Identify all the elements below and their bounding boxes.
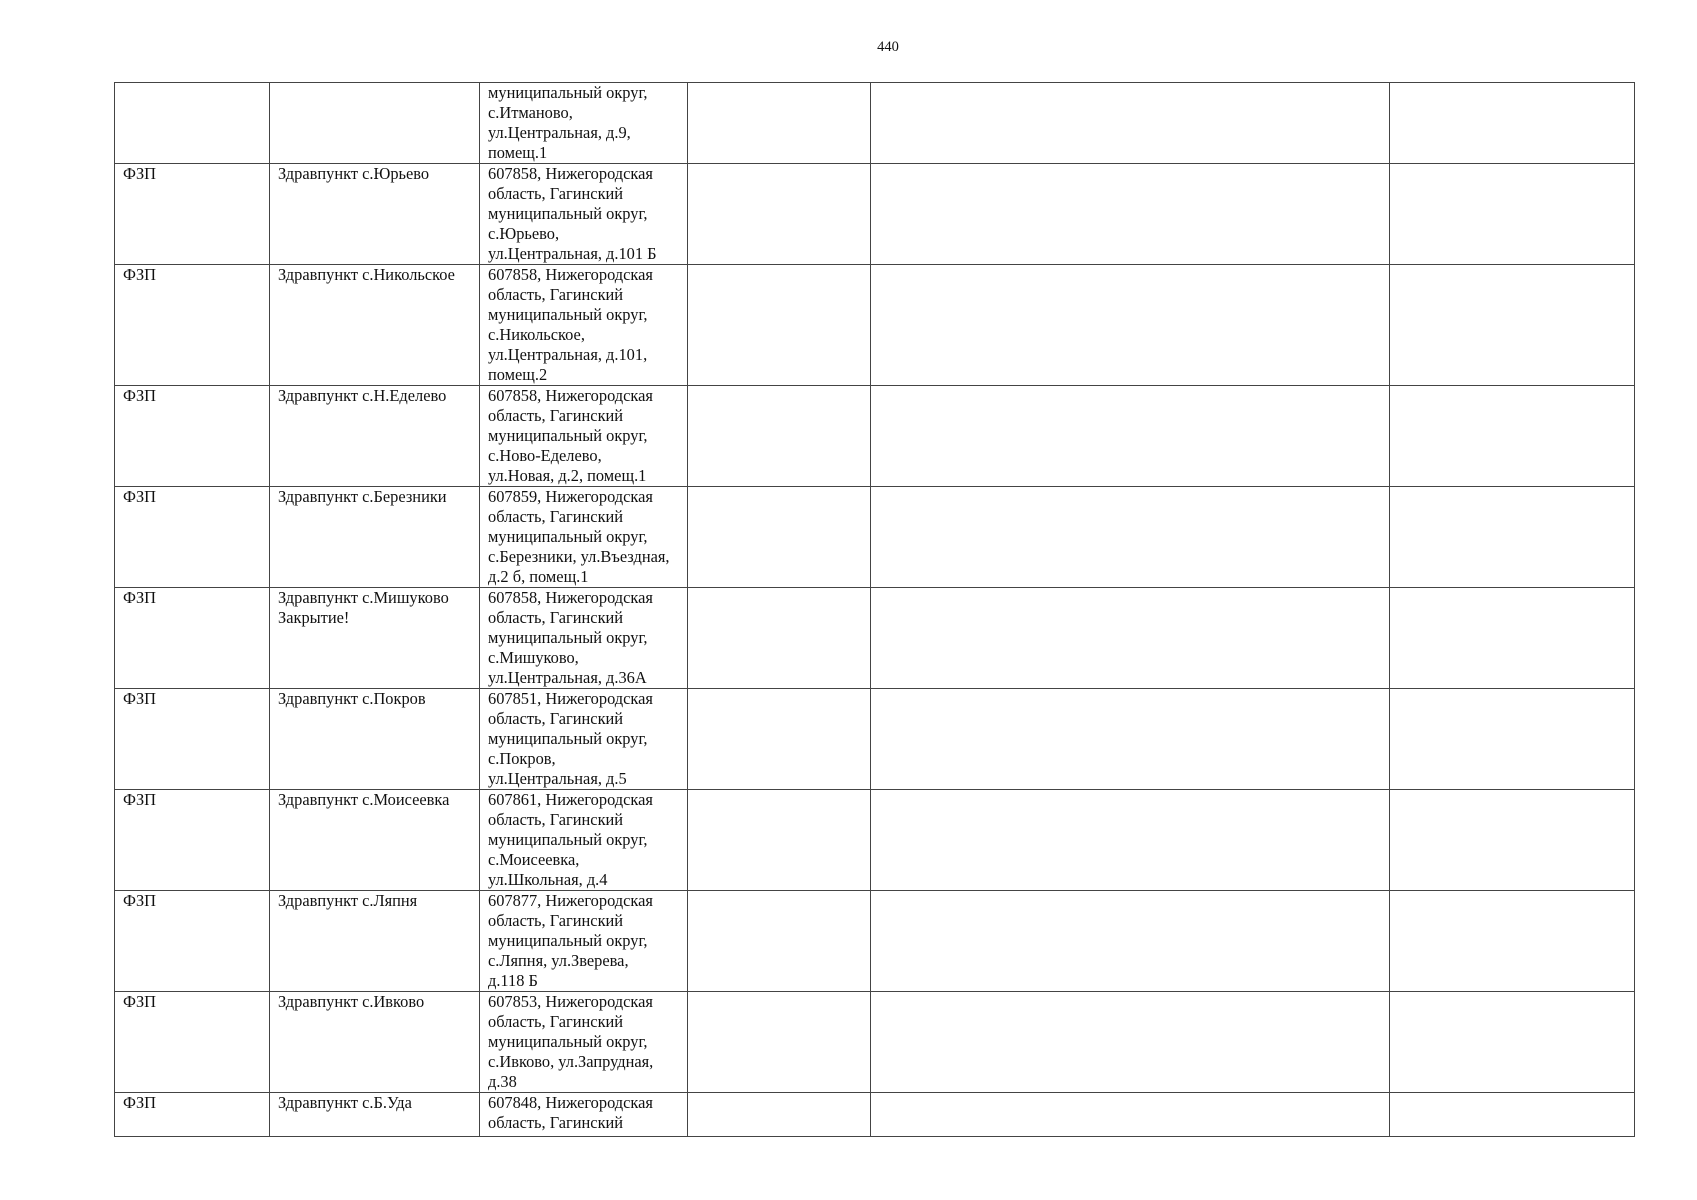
facility-type-cell: ФЗП (115, 386, 270, 487)
address-line: ул.Центральная, д.101 Б (488, 244, 657, 263)
empty-cell-4 (688, 386, 871, 487)
empty-cell-5 (871, 83, 1390, 164)
address-line: 607858, Нижегородская (488, 386, 653, 405)
empty-cell-6 (1390, 588, 1635, 689)
address-line: 607861, Нижегородская (488, 790, 653, 809)
address-line: область, Гагинский (488, 507, 624, 526)
empty-cell-6 (1390, 164, 1635, 265)
address-line: область, Гагинский (488, 709, 624, 728)
address-line: с.Ивково, ул.Запрудная, (488, 1052, 654, 1071)
empty-cell-6 (1390, 487, 1635, 588)
facility-name-line: Здравпункт с.Юрьево (278, 164, 430, 183)
address-line: ул.Центральная, д.9, (488, 123, 631, 142)
empty-cell-5 (871, 588, 1390, 689)
facility-name-cell (270, 992, 480, 1093)
facility-type-cell (115, 83, 270, 164)
table-row (115, 689, 1635, 790)
address-line: область, Гагинский (488, 285, 624, 304)
address-line: муниципальный округ, (488, 305, 648, 324)
facility-name-cell (270, 689, 480, 790)
empty-cell-6 (1390, 83, 1635, 164)
address-line: муниципальный округ, (488, 830, 648, 849)
address-line: область, Гагинский (488, 608, 624, 627)
facility-address-cell (480, 891, 688, 992)
facility-table (114, 82, 1635, 1137)
facility-name-line: Закрытие! (278, 608, 350, 627)
facility-type-cell: ФЗП (115, 1093, 270, 1137)
address-line: 607858, Нижегородская (488, 164, 653, 183)
address-line: ул.Центральная, д.36А (488, 668, 647, 687)
facility-name-line: Здравпункт с.Березники (278, 487, 447, 506)
facility-address-cell (480, 265, 688, 386)
address-line: 607851, Нижегородская (488, 689, 653, 708)
facility-name-cell (270, 588, 480, 689)
address-line: муниципальный округ, (488, 83, 648, 102)
facility-name-cell (270, 1093, 480, 1137)
empty-cell-5 (871, 164, 1390, 265)
address-line: помещ.1 (488, 143, 548, 162)
address-line: помещ.2 (488, 365, 548, 384)
facility-type-cell: ФЗП (115, 689, 270, 790)
facility-type-cell: ФЗП (115, 265, 270, 386)
address-line: 607858, Нижегородская (488, 588, 653, 607)
address-line: с.Мишуково, (488, 648, 579, 667)
facility-type-cell: ФЗП (115, 164, 270, 265)
empty-cell-5 (871, 487, 1390, 588)
address-line: 607853, Нижегородская (488, 992, 653, 1011)
facility-type-cell: ФЗП (115, 487, 270, 588)
empty-cell-4 (688, 689, 871, 790)
address-line: область, Гагинский (488, 1113, 624, 1132)
address-line: область, Гагинский (488, 911, 624, 930)
empty-cell-6 (1390, 891, 1635, 992)
facility-address-cell (480, 1093, 688, 1137)
address-line: область, Гагинский (488, 406, 624, 425)
facility-name-cell (270, 83, 480, 164)
empty-cell-4 (688, 588, 871, 689)
address-line: с.Покров, (488, 749, 556, 768)
empty-cell-5 (871, 992, 1390, 1093)
table-row (115, 891, 1635, 992)
facility-type-cell: ФЗП (115, 992, 270, 1093)
facility-address-cell (480, 689, 688, 790)
empty-cell-4 (688, 1093, 871, 1137)
address-line: с.Ляпня, ул.Зверева, (488, 951, 629, 970)
empty-cell-4 (688, 891, 871, 992)
facility-address-cell (480, 487, 688, 588)
facility-address-cell (480, 790, 688, 891)
empty-cell-4 (688, 992, 871, 1093)
empty-cell-4 (688, 487, 871, 588)
address-line: муниципальный округ, (488, 1032, 648, 1051)
address-line: ул.Новая, д.2, помещ.1 (488, 466, 647, 485)
table-row (115, 992, 1635, 1093)
empty-cell-5 (871, 386, 1390, 487)
facility-name-line: Здравпункт с.Никольское (278, 265, 455, 284)
empty-cell-4 (688, 164, 871, 265)
address-line: с.Юрьево, (488, 224, 560, 243)
address-line: 607859, Нижегородская (488, 487, 653, 506)
address-line: 607848, Нижегородская (488, 1093, 653, 1112)
facility-name-line: Здравпункт с.Мишуково (278, 588, 449, 607)
facility-address-cell (480, 164, 688, 265)
empty-cell-6 (1390, 386, 1635, 487)
table-row (115, 386, 1635, 487)
facility-name-cell (270, 790, 480, 891)
facility-type-cell: ФЗП (115, 588, 270, 689)
empty-cell-5 (871, 1093, 1390, 1137)
table-row (115, 265, 1635, 386)
table-row (115, 790, 1635, 891)
table-row (115, 1093, 1635, 1137)
facility-name-line: Здравпункт с.Ивково (278, 992, 425, 1011)
facility-address-cell (480, 83, 688, 164)
facility-address-cell (480, 588, 688, 689)
address-line: 607877, Нижегородская (488, 891, 653, 910)
empty-cell-6 (1390, 992, 1635, 1093)
facility-table-body (115, 83, 1635, 1137)
address-line: муниципальный округ, (488, 204, 648, 223)
facility-name-line: Здравпункт с.Моисеевка (278, 790, 450, 809)
empty-cell-5 (871, 790, 1390, 891)
facility-type-cell: ФЗП (115, 891, 270, 992)
address-line: ул.Школьная, д.4 (488, 870, 608, 889)
facility-name-cell (270, 891, 480, 992)
address-line: муниципальный округ, (488, 628, 648, 647)
address-line: д.38 (488, 1072, 517, 1091)
address-line: д.118 Б (488, 971, 538, 990)
empty-cell-6 (1390, 790, 1635, 891)
address-line: муниципальный округ, (488, 931, 648, 950)
address-line: 607858, Нижегородская (488, 265, 653, 284)
address-line: д.2 б, помещ.1 (488, 567, 589, 586)
address-line: муниципальный округ, (488, 527, 648, 546)
table-row (115, 588, 1635, 689)
empty-cell-6 (1390, 689, 1635, 790)
facility-name-cell (270, 164, 480, 265)
empty-cell-4 (688, 83, 871, 164)
empty-cell-5 (871, 265, 1390, 386)
facility-name-line: Здравпункт с.Б.Уда (278, 1093, 412, 1112)
facility-name-cell (270, 386, 480, 487)
empty-cell-6 (1390, 265, 1635, 386)
address-line: с.Итманово, (488, 103, 573, 122)
address-line: область, Гагинский (488, 810, 624, 829)
address-line: область, Гагинский (488, 184, 624, 203)
facility-address-cell (480, 386, 688, 487)
address-line: с.Никольское, (488, 325, 585, 344)
empty-cell-4 (688, 790, 871, 891)
address-line: ул.Центральная, д.101, (488, 345, 648, 364)
facility-name-line: Здравпункт с.Ляпня (278, 891, 418, 910)
address-line: с.Ново-Еделево, (488, 446, 602, 465)
facility-address-cell (480, 992, 688, 1093)
address-line: муниципальный округ, (488, 729, 648, 748)
table-row (115, 487, 1635, 588)
facility-type-cell: ФЗП (115, 790, 270, 891)
empty-cell-5 (871, 689, 1390, 790)
address-line: муниципальный округ, (488, 426, 648, 445)
empty-cell-6 (1390, 1093, 1635, 1137)
address-line: ул.Центральная, д.5 (488, 769, 627, 788)
facility-name-line: Здравпункт с.Покров (278, 689, 426, 708)
address-line: с.Моисеевка, (488, 850, 580, 869)
facility-name-line: Здравпункт с.Н.Еделево (278, 386, 447, 405)
facility-name-cell (270, 487, 480, 588)
address-line: область, Гагинский (488, 1012, 624, 1031)
table-row (115, 83, 1635, 164)
page-number: 440 (877, 39, 899, 55)
facility-name-cell (270, 265, 480, 386)
empty-cell-4 (688, 265, 871, 386)
table-row (115, 164, 1635, 265)
address-line: с.Березники, ул.Въездная, (488, 547, 670, 566)
empty-cell-5 (871, 891, 1390, 992)
